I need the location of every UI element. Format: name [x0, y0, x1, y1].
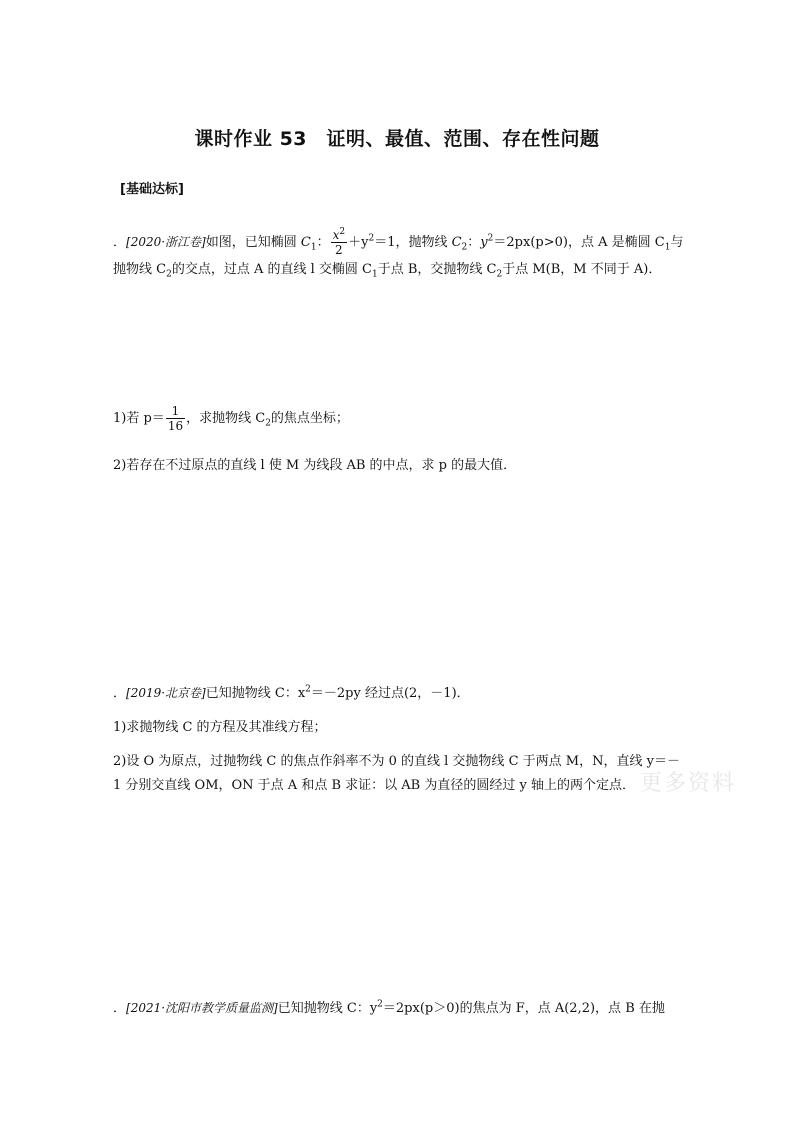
fraction-x2-over-2: $\frac{x^2}{2}$ [332, 227, 346, 257]
section-heading: [基础达标] [120, 182, 184, 197]
problem-3-line-1: ．[2021·沈阳市教学质量监测]已知抛物线 C：$y^2=2px(p>0)$的焦点为 F，点 A(2,2)，点 B 在抛 [113, 999, 665, 1016]
problem-1-source: [2020·浙江卷] [126, 235, 206, 249]
watermark: 更多资料 [640, 771, 737, 796]
problem-1-question-2: 2)若存在不过原点的直线 l 使 M 为线段 AB 的中点，求 p 的最大值． [113, 458, 517, 473]
problem-1-question-1: 1)若 p＝ $\frac{1}{16}$ ，求抛物线 $C_2$的焦点坐标； [113, 404, 349, 433]
problem-2-question-2-line-1: 2)设 O 为原点，过抛物线 C 的焦点作斜率不为 0 的直线 l 交抛物线 C 于两点 M，N，直线 y＝－ [113, 754, 680, 769]
problem-2-question-1: 1)求抛物线 C 的方程及其准线方程； [113, 720, 327, 735]
problem-2-source: [2019·北京卷] [126, 686, 206, 700]
problem-1-line-2: 抛物线 $C_2$的交点，过点 A 的直线 l 交椭圆 $C_1$于点 B，交抛物线 $C_2$于点 M(B，M 不同于 A)． [113, 262, 662, 280]
problem-1-line-1: ．[2020·浙江卷]如图，已知椭圆 $C_1$： $\frac{x^2}{2}$ $+y^2=1$，抛物线 $C_2$：$y^2=2px(p>0)$，点 A 是椭圆 $C_1$与 [113, 227, 684, 257]
fraction-1-over-16: $\frac{1}{16}$ [167, 404, 184, 433]
problem-2-line-1: ．[2019·北京卷]已知抛物线 C：$x^2=-2py$ 经过点(2，－1)． [113, 684, 470, 701]
page-title: 课时作业 53 证明、最值、范围、存在性问题 [194, 128, 600, 150]
problem-2-question-2-line-2: 1 分别交直线 OM，ON 于点 A 和点 B 求证：以 AB 为直径的圆经过 y 轴上的两个定点． [113, 778, 635, 793]
problem-3-source: [2021·沈阳市教学质量监测] [126, 1001, 278, 1015]
